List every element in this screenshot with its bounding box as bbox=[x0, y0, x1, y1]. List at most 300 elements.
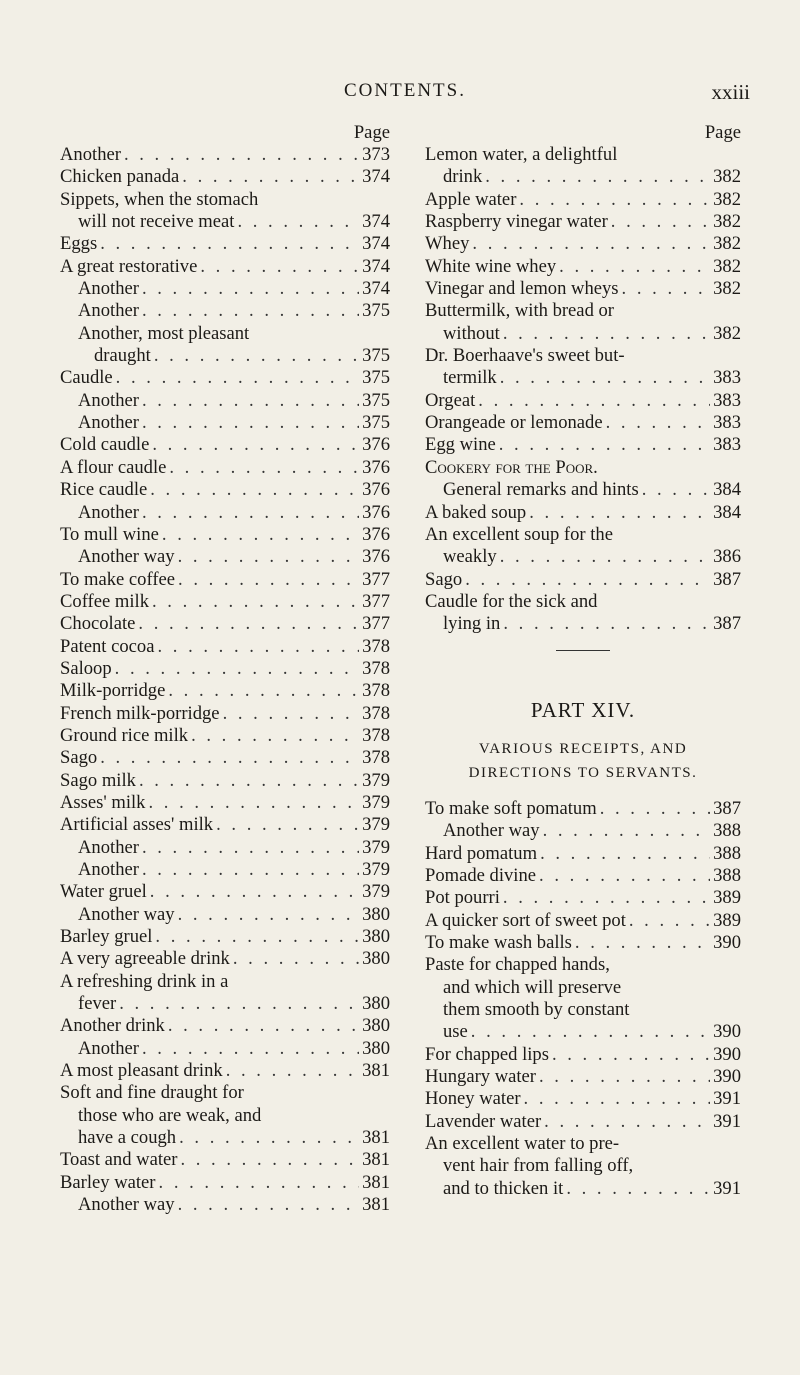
toc-entry bbox=[60, 1060, 390, 1082]
toc-entry-page: 383 bbox=[713, 434, 741, 456]
dot-leader bbox=[169, 457, 359, 479]
dot-leader bbox=[142, 300, 359, 322]
toc-entry bbox=[60, 524, 390, 546]
dot-leader bbox=[485, 166, 710, 188]
toc-entry-title: Another way bbox=[78, 546, 175, 568]
toc-entry-title: A great restorative bbox=[60, 255, 198, 277]
toc-entry-continued: and which will preserve bbox=[443, 976, 622, 998]
toc-entry-page: 382 bbox=[713, 211, 741, 233]
toc-entry-page: 382 bbox=[713, 255, 741, 277]
toc-entry bbox=[425, 843, 741, 865]
toc-entry-title: Another way bbox=[78, 1194, 175, 1216]
dot-leader bbox=[100, 233, 359, 255]
dot-leader bbox=[529, 502, 710, 524]
toc-entry-page: 381 bbox=[362, 1127, 390, 1149]
toc-entry-title: Asses' milk bbox=[60, 791, 146, 813]
running-title: CONTENTS. bbox=[344, 80, 466, 101]
toc-entry-title: A baked soup bbox=[425, 501, 527, 523]
toc-entry-page: 380 bbox=[362, 993, 390, 1015]
toc-entry-title: Pot pourri bbox=[425, 887, 500, 909]
toc-entry-title: Another way bbox=[78, 903, 175, 925]
right-entry-list-top bbox=[425, 144, 741, 636]
dot-leader bbox=[606, 412, 711, 434]
toc-entry-page: 374 bbox=[362, 278, 390, 300]
toc-entry-page: 391 bbox=[713, 1110, 741, 1132]
toc-entry-continued: them smooth by constant bbox=[443, 999, 630, 1020]
dot-leader bbox=[472, 233, 710, 255]
toc-entry-page: 390 bbox=[713, 1021, 741, 1043]
toc-entry bbox=[60, 457, 390, 479]
toc-entry-title: French milk-porridge bbox=[60, 702, 220, 724]
dot-leader bbox=[159, 1172, 360, 1194]
toc-entry-continued: Soft and fine draught for bbox=[60, 1082, 244, 1104]
dot-leader bbox=[559, 256, 710, 278]
toc-entry-page: 383 bbox=[713, 367, 741, 389]
toc-entry bbox=[60, 881, 390, 903]
dot-leader bbox=[119, 993, 359, 1015]
toc-entry bbox=[60, 502, 390, 524]
toc-entry-continued: Another, most pleasant bbox=[78, 322, 250, 344]
toc-entry-page: 386 bbox=[713, 546, 741, 568]
toc-entry-page: 379 bbox=[362, 881, 390, 903]
dot-leader bbox=[178, 904, 360, 926]
toc-entry-title: Hard pomatum bbox=[425, 842, 538, 864]
dot-leader bbox=[178, 546, 360, 568]
toc-entry bbox=[60, 770, 390, 792]
toc-entry-title: To make soft pomatum bbox=[425, 797, 597, 819]
toc-entry-title: To make coffee bbox=[60, 568, 176, 590]
dot-leader bbox=[539, 1066, 710, 1088]
toc-entry-title: Honey water bbox=[425, 1088, 521, 1110]
toc-entry-continued: Caudle for the sick and bbox=[425, 590, 598, 612]
dot-leader bbox=[152, 591, 359, 613]
toc-entry-page: 375 bbox=[362, 300, 390, 322]
dot-leader bbox=[233, 948, 359, 970]
toc-entry-title: Another bbox=[78, 501, 139, 523]
toc-entry bbox=[60, 926, 390, 948]
toc-entry-page: 378 bbox=[362, 657, 390, 679]
toc-entry-title: A very agreeable drink bbox=[60, 948, 230, 970]
toc-entry bbox=[425, 189, 741, 211]
toc-entry-title: Sago bbox=[60, 747, 98, 769]
toc-entry bbox=[60, 1127, 390, 1149]
toc-entry bbox=[60, 591, 390, 613]
toc-entry-page: 390 bbox=[713, 931, 741, 953]
toc-entry-page: 378 bbox=[362, 747, 390, 769]
toc-entry bbox=[60, 658, 390, 680]
toc-entry bbox=[60, 300, 390, 322]
toc-entry-title: White wine whey bbox=[425, 255, 557, 277]
toc-entry-page: 378 bbox=[362, 724, 390, 746]
toc-entry bbox=[425, 166, 741, 188]
toc-entry-title: Another bbox=[78, 1037, 139, 1059]
toc-entry-title: draught bbox=[94, 345, 151, 367]
toc-entry-page: 379 bbox=[362, 859, 390, 880]
toc-entry bbox=[60, 904, 390, 926]
toc-entry bbox=[60, 412, 390, 434]
dot-leader bbox=[524, 1088, 711, 1110]
dot-leader bbox=[142, 1038, 359, 1060]
dot-leader bbox=[500, 546, 710, 568]
toc-entry-title: Barley water bbox=[60, 1171, 156, 1193]
toc-entry-title: Raspberry vinegar water bbox=[425, 211, 608, 233]
dot-leader bbox=[142, 837, 359, 859]
toc-entry-continued: vent hair from falling off, bbox=[443, 1155, 634, 1177]
toc-entry-page: 380 bbox=[362, 926, 390, 948]
dot-leader bbox=[142, 278, 359, 300]
toc-entry-title: Ground rice milk bbox=[60, 724, 189, 746]
toc-entry-page: 377 bbox=[362, 568, 390, 590]
dot-leader bbox=[642, 479, 710, 501]
toc-entry-title: without bbox=[443, 322, 500, 344]
toc-entry bbox=[425, 1066, 741, 1088]
toc-entry-title: For chapped lips bbox=[425, 1043, 549, 1065]
toc-entry-title: Another bbox=[78, 389, 139, 411]
dot-leader bbox=[142, 502, 359, 524]
dot-leader bbox=[503, 613, 710, 635]
toc-entry bbox=[425, 932, 741, 954]
toc-entry bbox=[60, 345, 390, 367]
dot-leader bbox=[139, 770, 359, 792]
toc-entry bbox=[60, 479, 390, 501]
toc-entry-page: 379 bbox=[362, 814, 390, 836]
dot-leader bbox=[629, 910, 710, 932]
toc-entry-continued: Cookery for the Poor. bbox=[425, 456, 598, 478]
toc-entry-page: 382 bbox=[713, 166, 741, 188]
toc-entry-continued: those who are weak, and bbox=[78, 1104, 262, 1126]
toc-entry-page: 389 bbox=[713, 909, 741, 931]
toc-entry-page: 387 bbox=[713, 613, 741, 635]
toc-entry bbox=[425, 1044, 741, 1066]
toc-entry bbox=[60, 948, 390, 970]
toc-entry-title: Patent cocoa bbox=[60, 635, 155, 657]
dot-leader bbox=[178, 569, 359, 591]
toc-entry-title: Pomade divine bbox=[425, 864, 537, 886]
toc-entry-title: Coffee milk bbox=[60, 590, 149, 612]
left-entry-list bbox=[60, 144, 390, 1217]
toc-entry-title: use bbox=[443, 1021, 468, 1043]
dot-leader bbox=[566, 1178, 710, 1200]
toc-entry bbox=[60, 837, 390, 859]
dot-leader bbox=[216, 814, 359, 836]
toc-entry-continued: Sippets, when the stomach bbox=[60, 188, 259, 210]
toc-entry-page: 380 bbox=[362, 1037, 390, 1059]
dot-leader bbox=[178, 1194, 360, 1216]
toc-entry-page: 375 bbox=[362, 367, 390, 389]
dot-leader bbox=[519, 189, 710, 211]
toc-entry-title: Sago bbox=[425, 568, 463, 590]
toc-entry bbox=[60, 390, 390, 412]
page-column-label: Page bbox=[704, 122, 741, 143]
toc-entry-continued: Paste for chapped hands, bbox=[425, 954, 610, 976]
toc-entry bbox=[425, 390, 741, 412]
toc-entry-page: 382 bbox=[713, 233, 741, 255]
dot-leader bbox=[539, 865, 710, 887]
dot-leader bbox=[124, 144, 359, 166]
part-subheading bbox=[425, 737, 741, 785]
dot-leader bbox=[100, 747, 359, 769]
dot-leader bbox=[115, 658, 359, 680]
dot-leader bbox=[478, 390, 710, 412]
toc-entry bbox=[425, 367, 741, 389]
toc-entry bbox=[425, 1021, 741, 1043]
toc-entry-title: drink bbox=[443, 166, 483, 188]
toc-entry-title: To make wash balls bbox=[425, 931, 572, 953]
toc-entry-page: 382 bbox=[713, 322, 741, 344]
toc-entry bbox=[60, 814, 390, 836]
dot-leader bbox=[138, 613, 359, 635]
toc-entry-page: 376 bbox=[362, 479, 390, 501]
toc-entry bbox=[60, 546, 390, 568]
toc-entry-page: 388 bbox=[713, 864, 741, 886]
toc-entry-page: 384 bbox=[713, 479, 741, 501]
dot-leader bbox=[162, 524, 359, 546]
toc-entry-title: Rice caudle bbox=[60, 479, 148, 501]
toc-entry-title: Whey bbox=[425, 233, 470, 255]
toc-entry bbox=[425, 256, 741, 278]
toc-entry-page: 381 bbox=[362, 1194, 390, 1216]
dot-leader bbox=[575, 932, 710, 954]
toc-entry-title: termilk bbox=[443, 367, 497, 389]
toc-entry bbox=[425, 865, 741, 887]
part-heading: PART XIV. bbox=[530, 697, 636, 722]
toc-entry-page: 378 bbox=[362, 702, 390, 724]
toc-entry-title: Another bbox=[78, 300, 139, 322]
dot-leader bbox=[150, 881, 359, 903]
dot-leader bbox=[148, 792, 359, 814]
toc-entry-title: General remarks and hints bbox=[443, 479, 639, 501]
toc-entry-page: 390 bbox=[713, 1066, 741, 1088]
dot-leader bbox=[155, 926, 359, 948]
page-column-label: Page bbox=[353, 122, 390, 143]
toc-entry-page: 387 bbox=[713, 568, 741, 590]
toc-entry bbox=[425, 323, 741, 345]
toc-entry bbox=[60, 1172, 390, 1194]
toc-entry bbox=[425, 887, 741, 909]
dot-leader bbox=[168, 1015, 359, 1037]
dot-leader bbox=[611, 211, 710, 233]
toc-entry-page: 381 bbox=[362, 1149, 390, 1171]
toc-entry-title: Another bbox=[60, 144, 121, 165]
toc-entry bbox=[60, 166, 390, 188]
toc-entry-page: 379 bbox=[362, 769, 390, 791]
part-subheading-line: DIRECTIONS TO SERVANTS. bbox=[468, 764, 698, 781]
toc-entry-page: 376 bbox=[362, 501, 390, 523]
toc-entry bbox=[425, 613, 741, 635]
dot-leader bbox=[182, 166, 359, 188]
toc-entry-title: will not receive meat bbox=[78, 211, 235, 233]
toc-entry-page: 375 bbox=[362, 412, 390, 434]
toc-entry-page: 381 bbox=[362, 1171, 390, 1193]
toc-entry bbox=[425, 412, 741, 434]
toc-entry bbox=[60, 434, 390, 456]
toc-entry-title: Another drink bbox=[60, 1015, 165, 1037]
dot-leader bbox=[142, 859, 359, 881]
toc-entry-page: 373 bbox=[362, 144, 390, 165]
toc-entry-page: 380 bbox=[362, 903, 390, 925]
toc-entry bbox=[425, 820, 741, 842]
dot-leader bbox=[168, 680, 359, 702]
toc-entry-title: Another bbox=[78, 412, 139, 434]
toc-entry-page: 379 bbox=[362, 836, 390, 858]
toc-entry-title: Another bbox=[78, 859, 139, 880]
dot-leader bbox=[540, 843, 710, 865]
dot-leader bbox=[471, 1021, 710, 1043]
right-entry-list-bottom bbox=[425, 798, 741, 1200]
part-subheading-line: VARIOUS RECEIPTS, AND bbox=[478, 740, 688, 757]
dot-leader bbox=[552, 1044, 710, 1066]
toc-entry bbox=[60, 367, 390, 389]
toc-entry bbox=[425, 233, 741, 255]
toc-entry-title: Cold caudle bbox=[60, 434, 150, 456]
toc-entry-title: A quicker sort of sweet pot bbox=[425, 909, 626, 931]
dot-leader bbox=[503, 887, 710, 909]
toc-entry-page: 378 bbox=[362, 635, 390, 657]
dot-leader bbox=[179, 1127, 359, 1149]
toc-entry bbox=[60, 1194, 390, 1216]
dot-leader bbox=[157, 636, 359, 658]
toc-entry-continued: An excellent water to pre- bbox=[425, 1133, 620, 1155]
dot-leader bbox=[191, 725, 359, 747]
toc-entry-continued: An excellent soup for the bbox=[425, 523, 613, 545]
toc-entry-title: Toast and water bbox=[60, 1149, 178, 1171]
toc-entry-title: have a cough bbox=[78, 1127, 177, 1149]
toc-entry-page: 377 bbox=[362, 590, 390, 612]
dot-leader bbox=[180, 1149, 359, 1171]
dot-leader bbox=[503, 323, 710, 345]
toc-entry bbox=[60, 256, 390, 278]
toc-entry bbox=[60, 144, 390, 166]
toc-entry bbox=[60, 1015, 390, 1037]
dot-leader bbox=[150, 479, 359, 501]
toc-entry-title: Another way bbox=[443, 820, 540, 842]
toc-entry-page: 376 bbox=[362, 434, 390, 456]
toc-entry-title: Water gruel bbox=[60, 881, 147, 903]
toc-entry bbox=[60, 1038, 390, 1060]
dot-leader bbox=[200, 256, 359, 278]
toc-entry-page: 384 bbox=[713, 501, 741, 523]
dot-leader bbox=[600, 798, 710, 820]
toc-entry-title: and to thicken it bbox=[443, 1177, 564, 1199]
left-column bbox=[60, 122, 390, 1217]
right-column bbox=[425, 122, 741, 1200]
toc-entry bbox=[60, 703, 390, 725]
page-header bbox=[60, 80, 750, 110]
dot-leader bbox=[142, 412, 359, 434]
toc-entry-continued: Buttermilk, with bread or bbox=[425, 300, 614, 322]
toc-entry bbox=[60, 680, 390, 702]
toc-entry bbox=[425, 1111, 741, 1133]
toc-entry bbox=[60, 859, 390, 881]
toc-entry-continued: A refreshing drink in a bbox=[60, 970, 229, 992]
toc-entry-title: Another bbox=[78, 278, 139, 300]
toc-entry-page: 383 bbox=[713, 412, 741, 434]
toc-entry bbox=[425, 211, 741, 233]
toc-entry-page: 389 bbox=[713, 887, 741, 909]
toc-entry bbox=[60, 1149, 390, 1171]
toc-entry-continued: Lemon water, a delightful bbox=[425, 144, 618, 165]
toc-entry bbox=[60, 278, 390, 300]
toc-entry bbox=[425, 434, 741, 456]
toc-entry bbox=[425, 1178, 741, 1200]
page-number: xxiii bbox=[711, 80, 750, 104]
toc-entry bbox=[60, 725, 390, 747]
toc-entry-page: 375 bbox=[362, 345, 390, 367]
toc-entry-title: A flour caudle bbox=[60, 456, 167, 478]
toc-entry-page: 382 bbox=[713, 188, 741, 210]
dot-leader bbox=[152, 434, 359, 456]
toc-entry-title: Barley gruel bbox=[60, 926, 153, 948]
dot-leader bbox=[543, 820, 711, 842]
toc-entry-title: Hungary water bbox=[425, 1066, 536, 1088]
toc-entry-title: Another bbox=[78, 836, 139, 858]
dot-leader bbox=[622, 278, 711, 300]
toc-entry-continued: Dr. Boerhaave's sweet but- bbox=[425, 345, 625, 367]
dot-leader bbox=[223, 703, 360, 725]
toc-entry-page: 374 bbox=[362, 211, 390, 233]
toc-entry-page: 381 bbox=[362, 1060, 390, 1082]
toc-entry-title: Sago milk bbox=[60, 769, 136, 791]
toc-entry bbox=[425, 569, 741, 591]
toc-entry bbox=[60, 613, 390, 635]
toc-entry-title: A most pleasant drink bbox=[60, 1060, 223, 1082]
toc-entry-title: Chocolate bbox=[60, 613, 136, 635]
toc-entry bbox=[60, 569, 390, 591]
toc-entry bbox=[425, 798, 741, 820]
toc-entry-page: 388 bbox=[713, 842, 741, 864]
toc-entry-title: Orgeat bbox=[425, 389, 476, 411]
toc-entry-title: Egg wine bbox=[425, 434, 496, 456]
dot-leader bbox=[500, 367, 710, 389]
toc-entry-page: 390 bbox=[713, 1043, 741, 1065]
toc-entry-title: Vinegar and lemon wheys bbox=[425, 278, 619, 300]
toc-entry bbox=[425, 278, 741, 300]
toc-entry-title: weakly bbox=[443, 546, 497, 568]
toc-entry-page: 378 bbox=[362, 680, 390, 702]
dot-leader bbox=[499, 434, 710, 456]
toc-entry-title: Eggs bbox=[60, 233, 98, 255]
toc-entry-title: Apple water bbox=[425, 188, 517, 210]
toc-entry bbox=[60, 233, 390, 255]
toc-entry-page: 374 bbox=[362, 166, 390, 188]
dot-leader bbox=[142, 390, 359, 412]
toc-entry-page: 376 bbox=[362, 546, 390, 568]
toc-entry bbox=[425, 1088, 741, 1110]
toc-entry bbox=[425, 479, 741, 501]
toc-entry-page: 380 bbox=[362, 948, 390, 970]
toc-entry-title: Caudle bbox=[60, 367, 113, 389]
toc-entry-title: Saloop bbox=[60, 657, 112, 679]
dot-leader bbox=[465, 569, 710, 591]
toc-entry-title: Orangeade or lemonade bbox=[425, 412, 603, 434]
toc-entry-title: Artificial asses' milk bbox=[60, 814, 214, 836]
toc-entry-title: fever bbox=[78, 993, 117, 1015]
toc-entry bbox=[60, 993, 390, 1015]
toc-entry bbox=[425, 502, 741, 524]
toc-entry-page: 380 bbox=[362, 1015, 390, 1037]
section-divider bbox=[556, 650, 610, 651]
toc-entry bbox=[60, 636, 390, 658]
toc-entry-page: 382 bbox=[713, 278, 741, 300]
toc-entry-page: 377 bbox=[362, 613, 390, 635]
dot-leader bbox=[226, 1060, 359, 1082]
toc-entry-title: lying in bbox=[443, 613, 501, 635]
toc-entry bbox=[60, 747, 390, 769]
toc-entry bbox=[60, 792, 390, 814]
toc-entry-title: Chicken panada bbox=[60, 166, 180, 188]
toc-entry-page: 379 bbox=[362, 791, 390, 813]
dot-leader bbox=[544, 1111, 710, 1133]
